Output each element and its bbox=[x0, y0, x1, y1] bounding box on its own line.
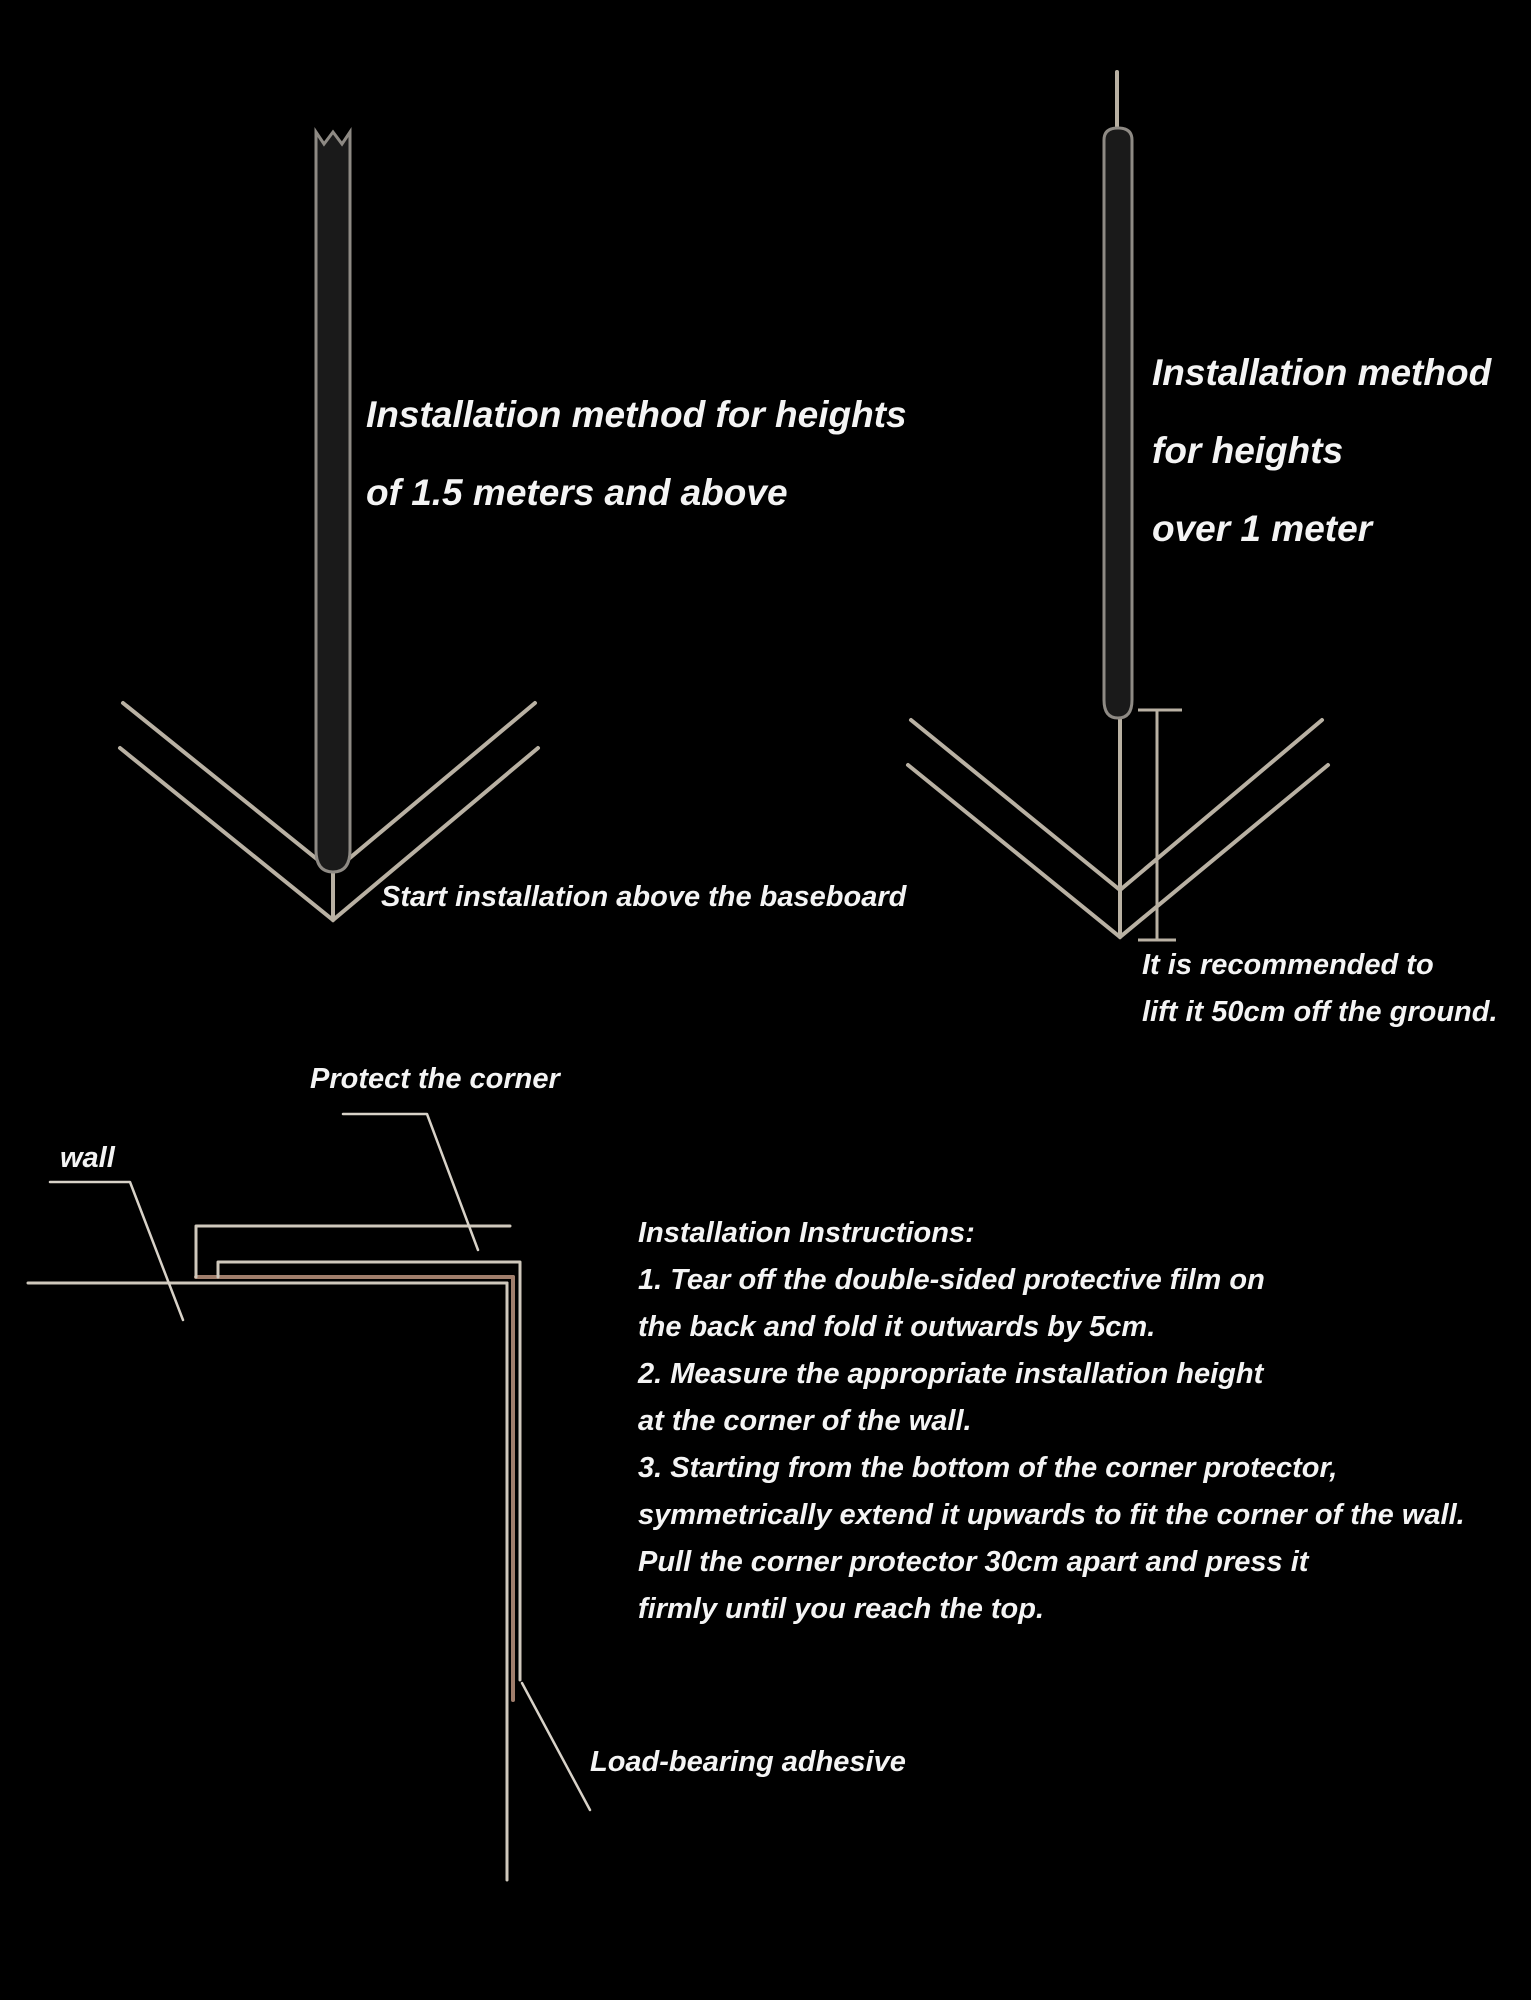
instruction-line: 2. Measure the appropriate installation height bbox=[638, 1358, 1264, 1390]
right-heading-line-2: for heights bbox=[1152, 430, 1344, 471]
right-corner-protector bbox=[1104, 128, 1132, 718]
instructions-title: Installation Instructions: bbox=[638, 1217, 975, 1249]
adhesive-layer bbox=[196, 1277, 513, 1700]
start-installation-note: Start installation above the baseboard bbox=[381, 881, 907, 913]
installation-instructions bbox=[638, 1210, 1465, 1633]
lift-note-line-1: It is recommended to bbox=[1142, 949, 1434, 981]
protect-corner-label: Protect the corner bbox=[310, 1063, 560, 1095]
corner-protector-profile bbox=[196, 1226, 520, 1680]
instruction-line: 3. Starting from the bottom of the corner protector, bbox=[638, 1452, 1338, 1484]
lift-recommendation-note bbox=[1142, 942, 1498, 1036]
wall-label: wall bbox=[60, 1142, 115, 1174]
wall-outline bbox=[28, 1283, 507, 1880]
right-heading-line-1: Installation method bbox=[1152, 352, 1492, 393]
instruction-line: Pull the corner protector 30cm apart and press it bbox=[638, 1546, 1309, 1578]
leader-lines bbox=[50, 1114, 590, 1810]
left-corner-protector bbox=[316, 132, 350, 872]
lift-note-line-2: lift it 50cm off the ground. bbox=[1142, 996, 1498, 1028]
right-heading bbox=[1152, 334, 1491, 568]
adhesive-label: Load-bearing adhesive bbox=[590, 1746, 906, 1778]
instruction-line: symmetrically extend it upwards to fit the corner of the wall. bbox=[638, 1499, 1465, 1531]
right-heading-line-3: over 1 meter bbox=[1152, 508, 1373, 549]
instruction-line: the back and fold it outwards by 5cm. bbox=[638, 1311, 1156, 1343]
instruction-line: firmly until you reach the top. bbox=[638, 1593, 1045, 1625]
left-heading bbox=[366, 376, 907, 532]
instruction-line: at the corner of the wall. bbox=[638, 1405, 972, 1437]
left-heading-line-2: of 1.5 meters and above bbox=[366, 472, 788, 513]
left-heading-line-1: Installation method for heights bbox=[366, 394, 907, 435]
instruction-line: 1. Tear off the double-sided protective film on bbox=[638, 1264, 1265, 1296]
cross-section-diagram bbox=[28, 1114, 590, 1880]
